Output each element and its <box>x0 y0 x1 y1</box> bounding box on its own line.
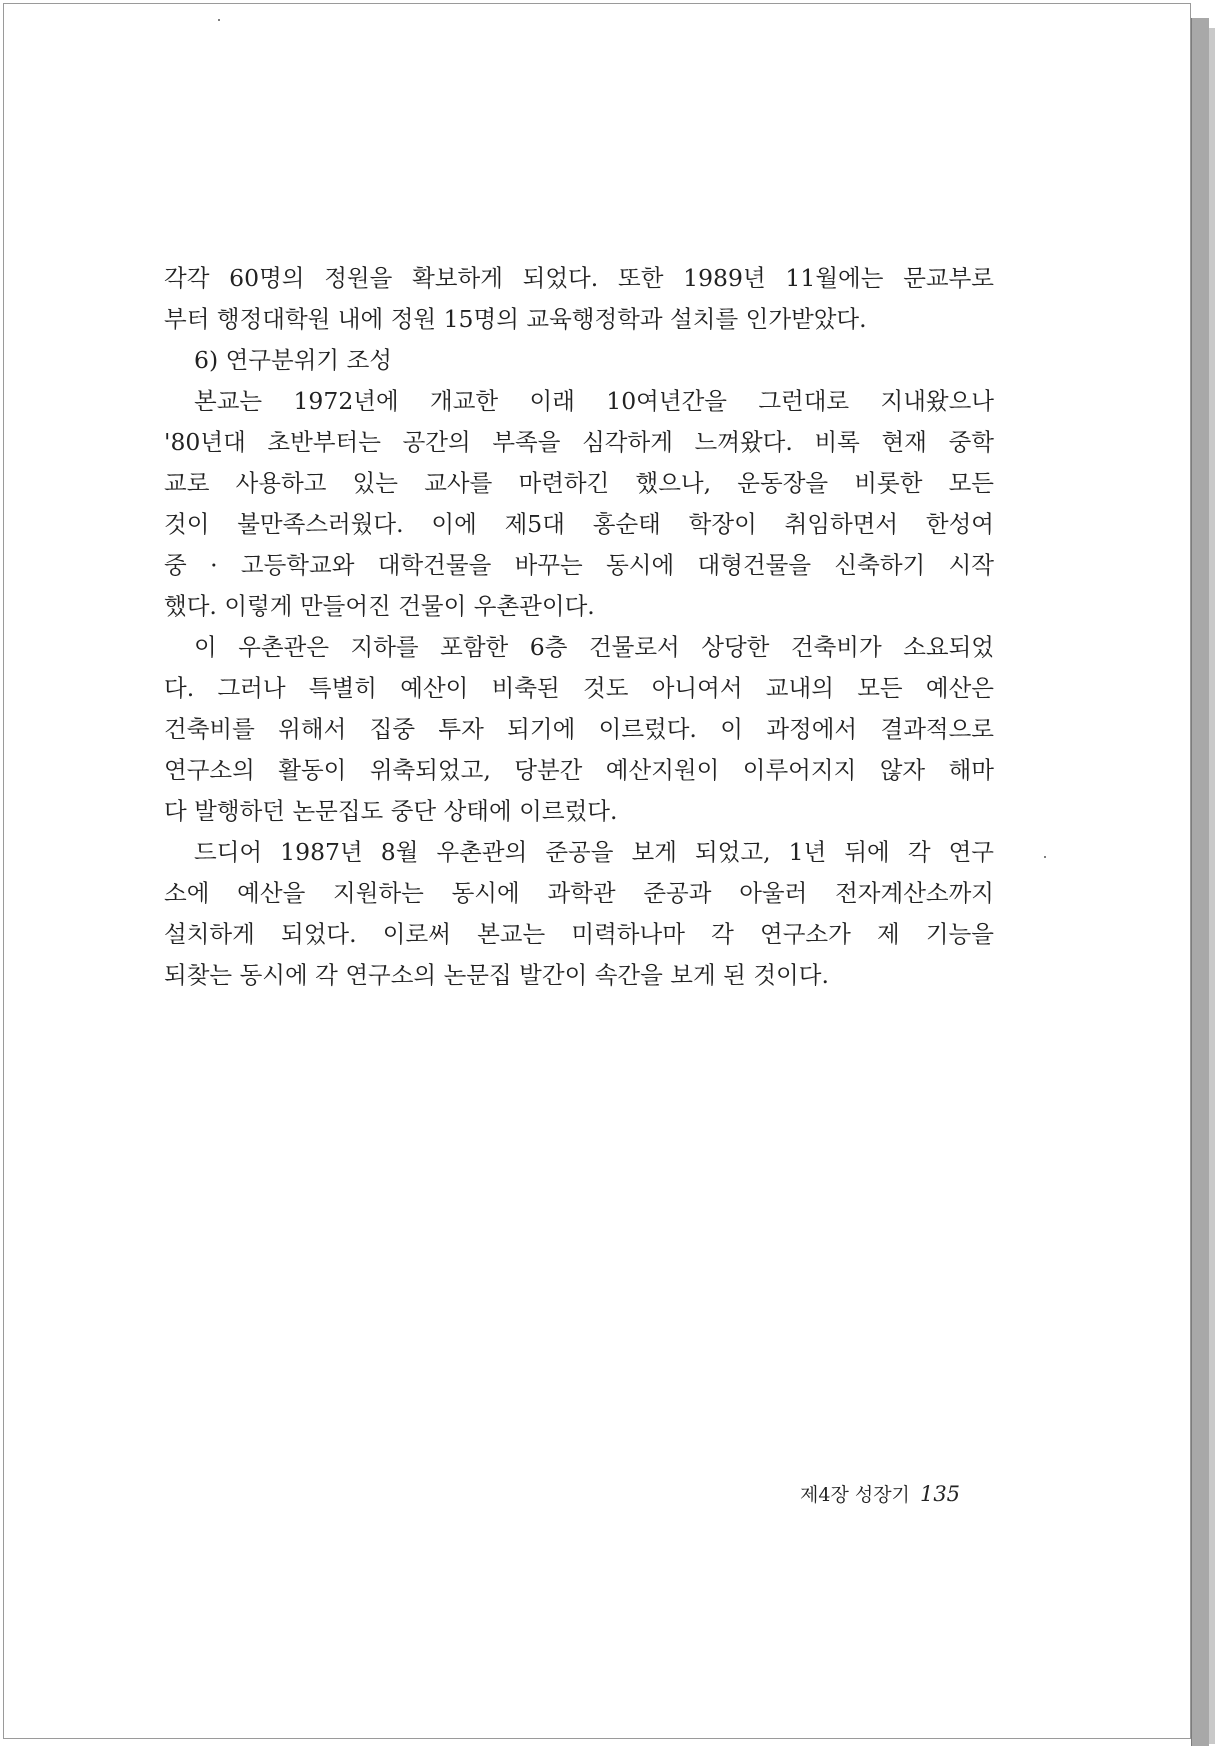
text-line: 되찾는 동시에 각 연구소의 논문집 발간이 속간을 보게 된 것이다. <box>164 961 829 989</box>
page-edge <box>1191 18 1209 1746</box>
text-line: 부터 행정대학원 내에 정원 15명의 교육행정학과 설치를 인가받았다. <box>164 305 867 333</box>
text-line: 이 우촌관은 지하를 포함한 6층 건물로서 상당한 건축비가 소요되었 <box>194 633 994 661</box>
scan-speck <box>1044 856 1046 858</box>
chapter-title: 제4장 성장기 <box>800 1484 910 1506</box>
text-line: 교로 사용하고 있는 교사를 마련하긴 했으나, 운동장을 비롯한 모든 <box>164 469 994 497</box>
text-line: '80년대 초반부터는 공간의 부족을 심각하게 느껴왔다. 비록 현재 중학 <box>164 428 994 456</box>
page-number: 135 <box>919 1482 961 1506</box>
section-heading: 6) 연구분위기 조성 <box>194 346 392 374</box>
text-line: 설치하게 되었다. 이로써 본교는 미력하나마 각 연구소가 제 기능을 <box>164 920 994 948</box>
scan-speck <box>218 19 220 21</box>
text-line: 다 발행하던 논문집도 중단 상태에 이르렀다. <box>164 797 618 825</box>
text-line: 연구소의 활동이 위축되었고, 당분간 예산지원이 이루어지지 않자 해마 <box>164 756 994 784</box>
text-line: 중 · 고등학교와 대학건물을 바꾸는 동시에 대형건물을 신축하기 시작 <box>164 551 994 579</box>
body-text <box>164 258 994 996</box>
text-line: 본교는 1972년에 개교한 이래 10여년간을 그런대로 지내왔으나 <box>194 387 994 415</box>
page-footer <box>800 1480 960 1507</box>
text-line: 건축비를 위해서 집중 투자 되기에 이르렀다. 이 과정에서 결과적으로 <box>164 715 994 743</box>
text-line: 것이 불만족스러웠다. 이에 제5대 홍순태 학장이 취임하면서 한성여 <box>164 510 994 538</box>
text-line: 했다. 이렇게 만들어진 건물이 우촌관이다. <box>164 592 595 620</box>
text-line: 소에 예산을 지원하는 동시에 과학관 준공과 아울러 전자계산소까지 <box>164 879 994 907</box>
text-line: 각각 60명의 정원을 확보하게 되었다. 또한 1989년 11월에는 문교부로 <box>164 264 994 292</box>
page-edge-shadow <box>1209 28 1215 1744</box>
text-line: 다. 그러나 특별히 예산이 비축된 것도 아니여서 교내의 모든 예산은 <box>164 674 994 702</box>
text-line: 드디어 1987년 8월 우촌관의 준공을 보게 되었고, 1년 뒤에 각 연구 <box>194 838 994 866</box>
